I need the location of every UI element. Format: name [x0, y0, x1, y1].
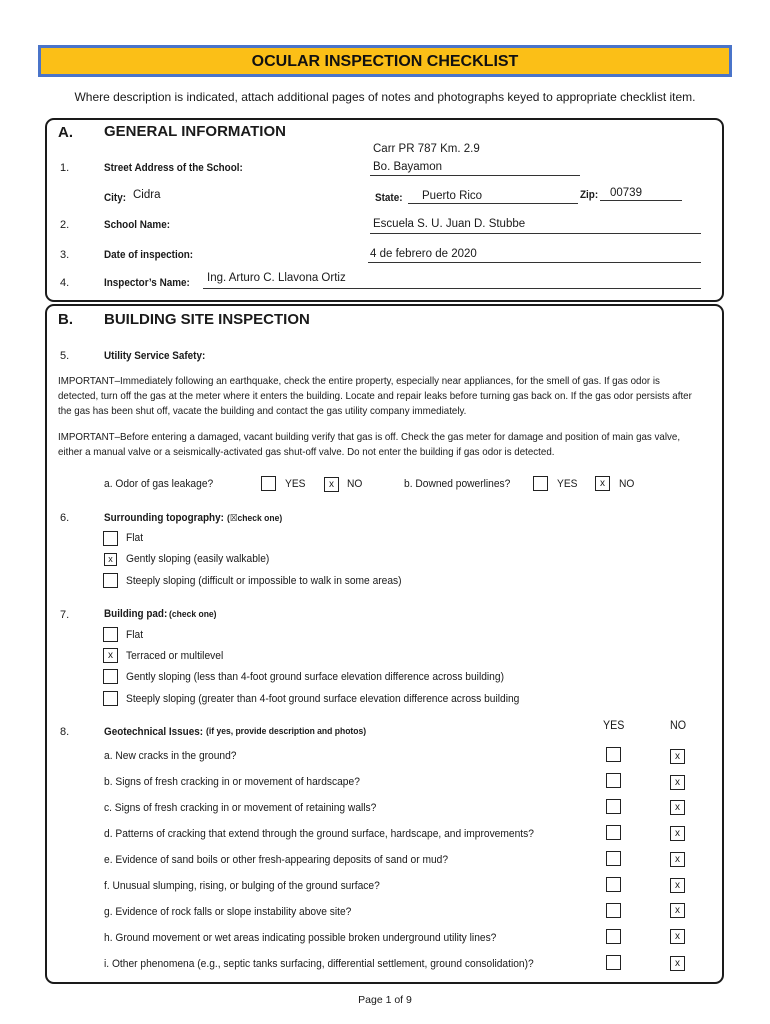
odor-no-label: NO: [347, 478, 363, 490]
geo-item: g. Evidence of rock falls or slope instability above site?: [104, 906, 352, 918]
topography-flat-checkbox[interactable]: [103, 531, 118, 546]
important-note-2: IMPORTANT–Before entering a damaged, vacant building verify that gas is off. Check the gas meter for damage and position of main gas valve, either a manual valve or a seismically-activated gas shut-off valve. Do not enter the building if gas odor is detected.: [58, 431, 681, 458]
section-b-title: BUILDING SITE INSPECTION: [104, 311, 310, 328]
geo-item: e. Evidence of sand boils or other fresh-appearing deposits of sand or mud?: [104, 854, 449, 866]
state-label: State:: [375, 192, 403, 204]
odor-yes-checkbox[interactable]: [261, 476, 276, 491]
pad-terraced-label: Terraced or multilevel: [126, 650, 224, 662]
topography-gentle-checkbox[interactable]: x: [104, 553, 117, 566]
date-label: Date of inspection:: [104, 249, 194, 261]
pad-steep-label: Steeply sloping (greater than 4-foot ground surface elevation difference across building: [126, 693, 520, 705]
street-address-label: Street Address of the School:: [104, 162, 243, 174]
inspector-label: Inspector’s Name:: [104, 277, 190, 289]
geo-yes-checkbox[interactable]: [606, 799, 621, 814]
item-number: 1.: [60, 162, 70, 174]
zip-label: Zip:: [580, 189, 599, 201]
address-underline: [370, 175, 580, 176]
zip-underline: [600, 200, 682, 201]
building-pad-label: Building pad:: [104, 608, 168, 620]
geo-yes-checkbox[interactable]: [606, 903, 621, 918]
address-line2[interactable]: Bo. Bayamon: [373, 161, 443, 173]
topography-hint: (☒check one): [227, 513, 283, 524]
geo-item: f. Unusual slumping, rising, or bulging of the ground surface?: [104, 880, 380, 892]
yes-column-header: YES: [603, 720, 625, 732]
geo-no-checkbox[interactable]: x: [670, 878, 685, 893]
geo-no-checkbox[interactable]: x: [670, 929, 685, 944]
pad-terraced-checkbox[interactable]: x: [103, 648, 118, 663]
item-number: 3.: [60, 249, 70, 261]
geo-yes-checkbox[interactable]: [606, 877, 621, 892]
geo-yes-checkbox[interactable]: [606, 747, 621, 762]
pad-steep-checkbox[interactable]: [103, 691, 118, 706]
topography-gentle-label: Gently sloping (easily walkable): [126, 553, 270, 565]
state-underline: [408, 203, 578, 204]
pad-gentle-checkbox[interactable]: [103, 669, 118, 684]
section-a-title: GENERAL INFORMATION: [104, 123, 286, 140]
topography-flat-label: Flat: [126, 532, 144, 544]
geo-yes-checkbox[interactable]: [606, 955, 621, 970]
date-underline: [368, 262, 701, 263]
item-number: 6.: [60, 512, 70, 524]
powerlines-question: b. Downed powerlines?: [404, 478, 511, 490]
odor-yes-label: YES: [285, 478, 306, 490]
building-pad-hint: (check one): [169, 609, 217, 620]
powerlines-no-label: NO: [619, 478, 635, 490]
school-name-value[interactable]: Escuela S. U. Juan D. Stubbe: [373, 218, 526, 230]
geo-no-checkbox[interactable]: x: [670, 749, 685, 764]
date-value[interactable]: 4 de febrero de 2020: [370, 248, 477, 260]
geo-item: b. Signs of fresh cracking in or movement of hardscape?: [104, 776, 360, 788]
section-a-letter: A.: [58, 124, 73, 141]
geo-yes-checkbox[interactable]: [606, 851, 621, 866]
no-column-header: NO: [670, 720, 687, 732]
school-name-label: School Name:: [104, 219, 171, 231]
geo-item: d. Patterns of cracking that extend through the ground surface, hardscape, and improvements?: [104, 828, 534, 840]
geo-no-checkbox[interactable]: x: [670, 775, 685, 790]
section-b-letter: B.: [58, 311, 73, 328]
odor-no-checkbox[interactable]: x: [324, 477, 339, 492]
geo-no-checkbox[interactable]: x: [670, 800, 685, 815]
geo-no-checkbox[interactable]: x: [670, 852, 685, 867]
zip-value[interactable]: 00739: [610, 187, 642, 199]
state-value[interactable]: Puerto Rico: [422, 190, 483, 202]
geo-yes-checkbox[interactable]: [606, 773, 621, 788]
powerlines-no-checkbox[interactable]: x: [595, 476, 610, 491]
page-title: OCULAR INSPECTION CHECKLIST: [251, 53, 519, 70]
item-number: 5.: [60, 350, 70, 362]
item-number: 8.: [60, 726, 70, 738]
intro-text: Where description is indicated, attach additional pages of notes and photographs keyed to appropriate checklist item.: [74, 90, 696, 104]
powerlines-yes-label: YES: [557, 478, 578, 490]
pad-flat-label: Flat: [126, 629, 144, 641]
inspector-value[interactable]: Ing. Arturo C. Llavona Ortiz: [207, 272, 346, 284]
geo-no-checkbox[interactable]: x: [670, 956, 685, 971]
pad-gentle-label: Gently sloping (less than 4-foot ground surface elevation difference across building): [126, 671, 504, 683]
geo-item: i. Other phenomena (e.g., septic tanks surfacing, differential settlement, ground consolidation)?: [104, 958, 534, 970]
utility-safety-label: Utility Service Safety:: [104, 350, 206, 362]
odor-question: a. Odor of gas leakage?: [104, 478, 214, 490]
geo-item: a. New cracks in the ground?: [104, 750, 237, 762]
city-value[interactable]: Cidra: [133, 189, 161, 201]
topography-label: Surrounding topography:: [104, 512, 224, 524]
title-bar: [38, 45, 732, 77]
address-line1[interactable]: Carr PR 787 Km. 2.9: [373, 143, 480, 155]
geo-yes-checkbox[interactable]: [606, 825, 621, 840]
city-label: City:: [104, 192, 127, 204]
geo-item: c. Signs of fresh cracking in or movement of retaining walls?: [104, 802, 377, 814]
geo-item: h. Ground movement or wet areas indicating possible broken underground utility lines?: [104, 932, 497, 944]
pad-flat-checkbox[interactable]: [103, 627, 118, 642]
geo-no-checkbox[interactable]: x: [670, 903, 685, 918]
inspector-underline: [203, 288, 701, 289]
item-number: 2.: [60, 219, 70, 231]
page-number: Page 1 of 9: [358, 994, 412, 1006]
geotechnical-hint: (if yes, provide description and photos): [206, 726, 367, 737]
geo-yes-checkbox[interactable]: [606, 929, 621, 944]
topography-steep-label: Steeply sloping (difficult or impossible to walk in some areas): [126, 575, 402, 587]
item-number: 4.: [60, 277, 70, 289]
geotechnical-label: Geotechnical Issues:: [104, 726, 204, 738]
powerlines-yes-checkbox[interactable]: [533, 476, 548, 491]
important-note-1: IMPORTANT–Immediately following an earthquake, check the entire property, especially near appliances, for the smell of gas. If gas odor is detected, turn off the gas at the meter where it enters the building. Locate and repair leaks before turning gas back on. If the gas odor persists after the gas has been shut off, vacate the building and contact the gas utility company immediately.: [58, 375, 692, 417]
school-name-underline: [370, 233, 701, 234]
item-number: 7.: [60, 609, 70, 621]
geo-no-checkbox[interactable]: x: [670, 826, 685, 841]
topography-steep-checkbox[interactable]: [103, 573, 118, 588]
